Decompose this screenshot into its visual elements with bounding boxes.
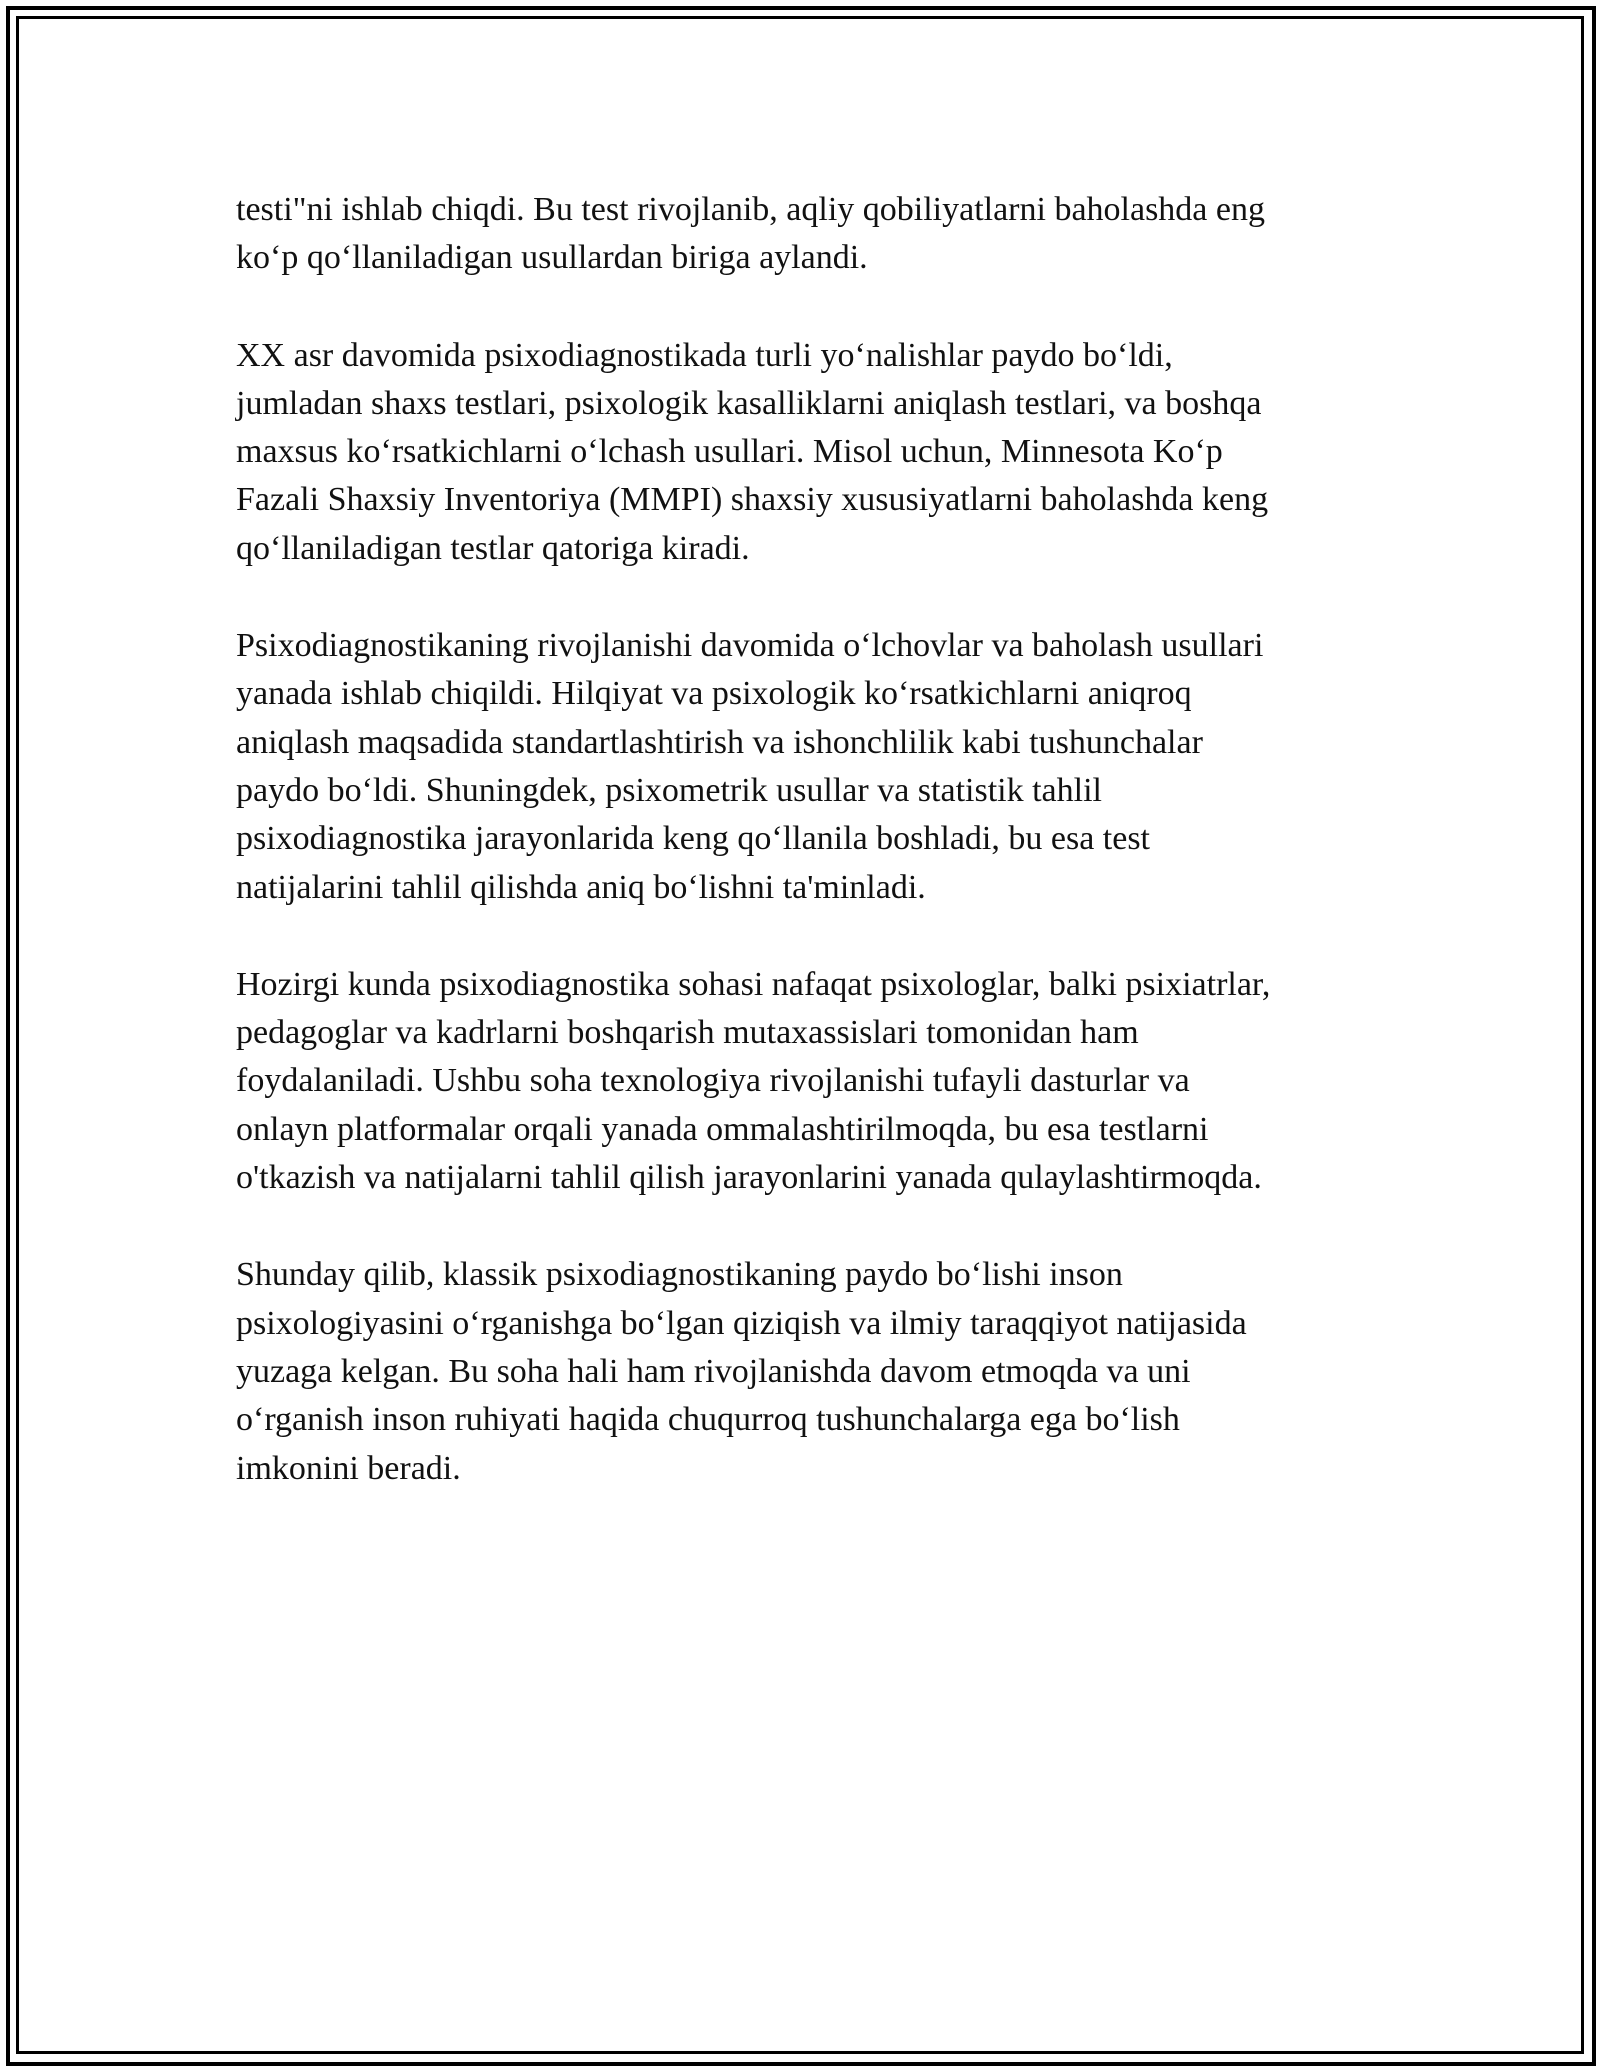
document-body — [236, 186, 1376, 1542]
paragraph-3: Psixodiagnostikaning rivojlanishi davomida o‘lchovlar va baholash usullari yanada ishlab chiqildi. Hilqiyat va psixologik ko‘rsatkichlarni aniqroq aniqlash maqsadida standartlashtirish va ishonchlilik kabi tushunchalar paydo bo‘ldi. Shuningdek, psixometrik usullar va statistik tahlil psixodiagnostika jarayonlarida keng qo‘llanila boshladi, bu esa test natijalarini tahlil qilishda aniq bo‘lishni ta'minladi. — [236, 627, 1264, 906]
paragraph-5: Shunday qilib, klassik psixodiagnostikaning paydo bo‘lishi inson psixologiyasini o‘rganishga bo‘lgan qiziqish va ilmiy taraqqiyot natijasida yuzaga kelgan. Bu soha hali ham rivojlanishda davom etmoqda va uni o‘rganish inson ruhiyati haqida chuqurroq tushunchalarga ega bo‘lish imkonini beradi. — [236, 1256, 1247, 1487]
paragraph-2: XX asr davomida psixodiagnostikada turli yo‘nalishlar paydo bo‘ldi, jumladan shaxs testlari, psixologik kasalliklarni aniqlash testlari, va boshqa maxsus ko‘rsatkichlarni o‘lchash usullari. Misol uchun, Minnesota Ko‘p Fazali Shaxsiy Inventoriya (MMPI) shaxsiy xususiyatlarni baholashda keng qo‘llaniladigan testlar qatoriga kiradi. — [236, 336, 1269, 567]
paragraph-4: Hozirgi kunda psixodiagnostika sohasi nafaqat psixologlar, balki psixiatrlar, pedagoglar va kadrlarni boshqarish mutaxassislari tomonidan ham foydalaniladi. Ushbu soha texnologiya rivojlanishi tufayli dasturlar va onlayn platformalar orqali yanada ommalashtirilmoqda, bu esa testlarni o'tkazish va natijalarni tahlil qilish jarayonlarini yanada qulaylashtirmoqda. — [236, 965, 1271, 1197]
paragraph-1: testi"ni ishlab chiqdi. Bu test rivojlanib, aqliy qobiliyatlarni baholashda eng ko‘p qo‘llaniladigan usullardan biriga aylandi. — [236, 191, 1265, 277]
